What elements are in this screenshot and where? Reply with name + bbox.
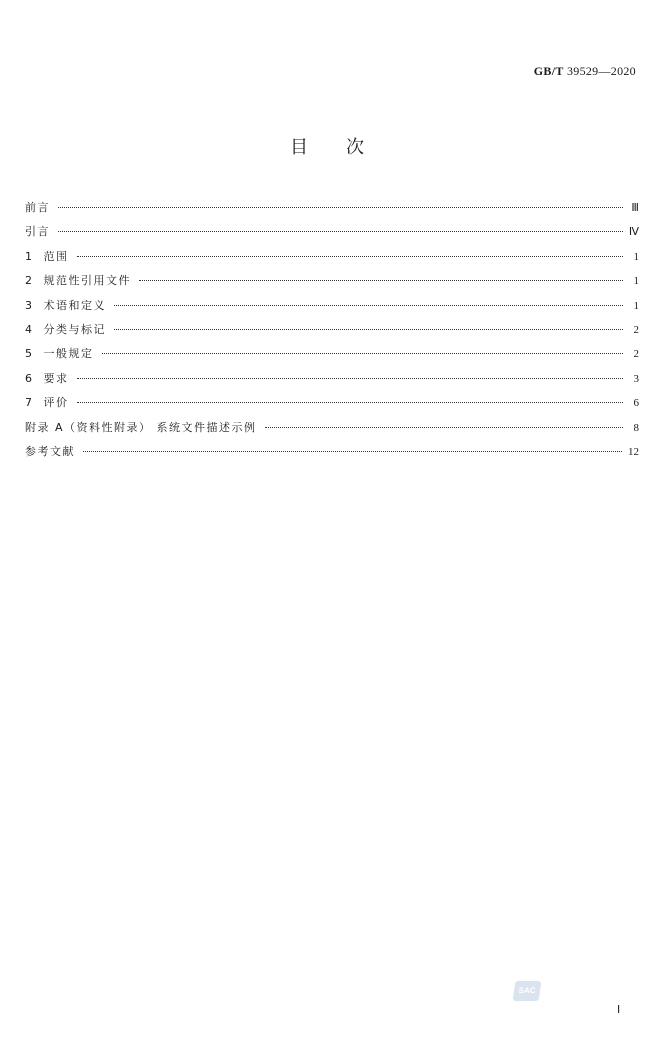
toc-entry-introduction[interactable] — [25, 223, 639, 247]
toc-entry-evaluation[interactable] — [25, 394, 639, 418]
toc-entry-terms-definitions[interactable] — [25, 297, 639, 321]
toc-entry-annex-a[interactable] — [25, 419, 639, 443]
standard-code-number: 39529—2020 — [563, 64, 636, 78]
toc-leader-dots — [114, 305, 623, 306]
toc-entry-classification[interactable] — [25, 321, 639, 345]
toc-entry-page: 2 — [633, 348, 639, 361]
toc-leader-dots — [102, 353, 624, 354]
toc-entry-label: 2 规范性引用文件 — [25, 274, 131, 288]
toc-entry-label: 7 评价 — [25, 396, 69, 410]
toc-leader-dots — [139, 280, 623, 281]
toc-entry-label: 引言 — [25, 225, 50, 239]
toc-entry-page: 1 — [633, 299, 639, 312]
standard-code — [534, 64, 636, 79]
toc-leader-dots — [114, 329, 623, 330]
toc-leader-dots — [265, 427, 623, 428]
toc-entry-page: 2 — [633, 323, 639, 336]
toc-entry-label: 前言 — [25, 201, 50, 214]
toc-entry-label: 5 一般规定 — [25, 347, 94, 361]
toc-entry-scope[interactable] — [25, 248, 639, 272]
toc-leader-dots — [83, 451, 622, 452]
toc-entry-bibliography[interactable] — [25, 443, 639, 467]
toc-leader-dots — [58, 231, 623, 232]
toc-entry-page: 1 — [633, 275, 639, 288]
toc-entry-page: 1 — [633, 250, 639, 263]
toc-entry-foreword[interactable] — [25, 199, 639, 223]
standard-code-prefix: GB/T — [533, 64, 564, 78]
toc-entry-page: 3 — [633, 372, 639, 385]
page-number: Ⅰ — [617, 1004, 621, 1016]
toc-entry-label: 6 要求 — [25, 371, 69, 385]
toc-entry-label: 参考文献 — [25, 444, 75, 458]
toc-leader-dots — [58, 207, 623, 208]
sac-watermark-logo: SAC — [513, 981, 542, 1001]
toc-leader-dots — [77, 402, 624, 403]
page-title: 目次 — [290, 137, 402, 158]
toc-entry-label: 附录 A（资料性附录） 系统文件描述示例 — [25, 420, 257, 434]
toc-entry-page: 12 — [628, 445, 639, 458]
toc-entry-label: 4 分类与标记 — [25, 322, 106, 336]
toc-entry-page: Ⅲ — [631, 202, 639, 214]
toc-entry-page: Ⅳ — [628, 226, 639, 239]
toc-entry-page: 6 — [633, 397, 639, 410]
toc-entry-general-provisions[interactable] — [25, 345, 639, 369]
toc-entry-requirements[interactable] — [25, 370, 639, 394]
table-of-contents — [25, 199, 639, 467]
toc-entry-label: 1 范围 — [25, 249, 69, 263]
toc-entry-normative-references[interactable] — [25, 272, 639, 296]
toc-leader-dots — [77, 256, 624, 257]
toc-entry-page: 8 — [633, 421, 639, 434]
toc-entry-label: 3 术语和定义 — [25, 298, 106, 312]
toc-leader-dots — [77, 378, 624, 379]
